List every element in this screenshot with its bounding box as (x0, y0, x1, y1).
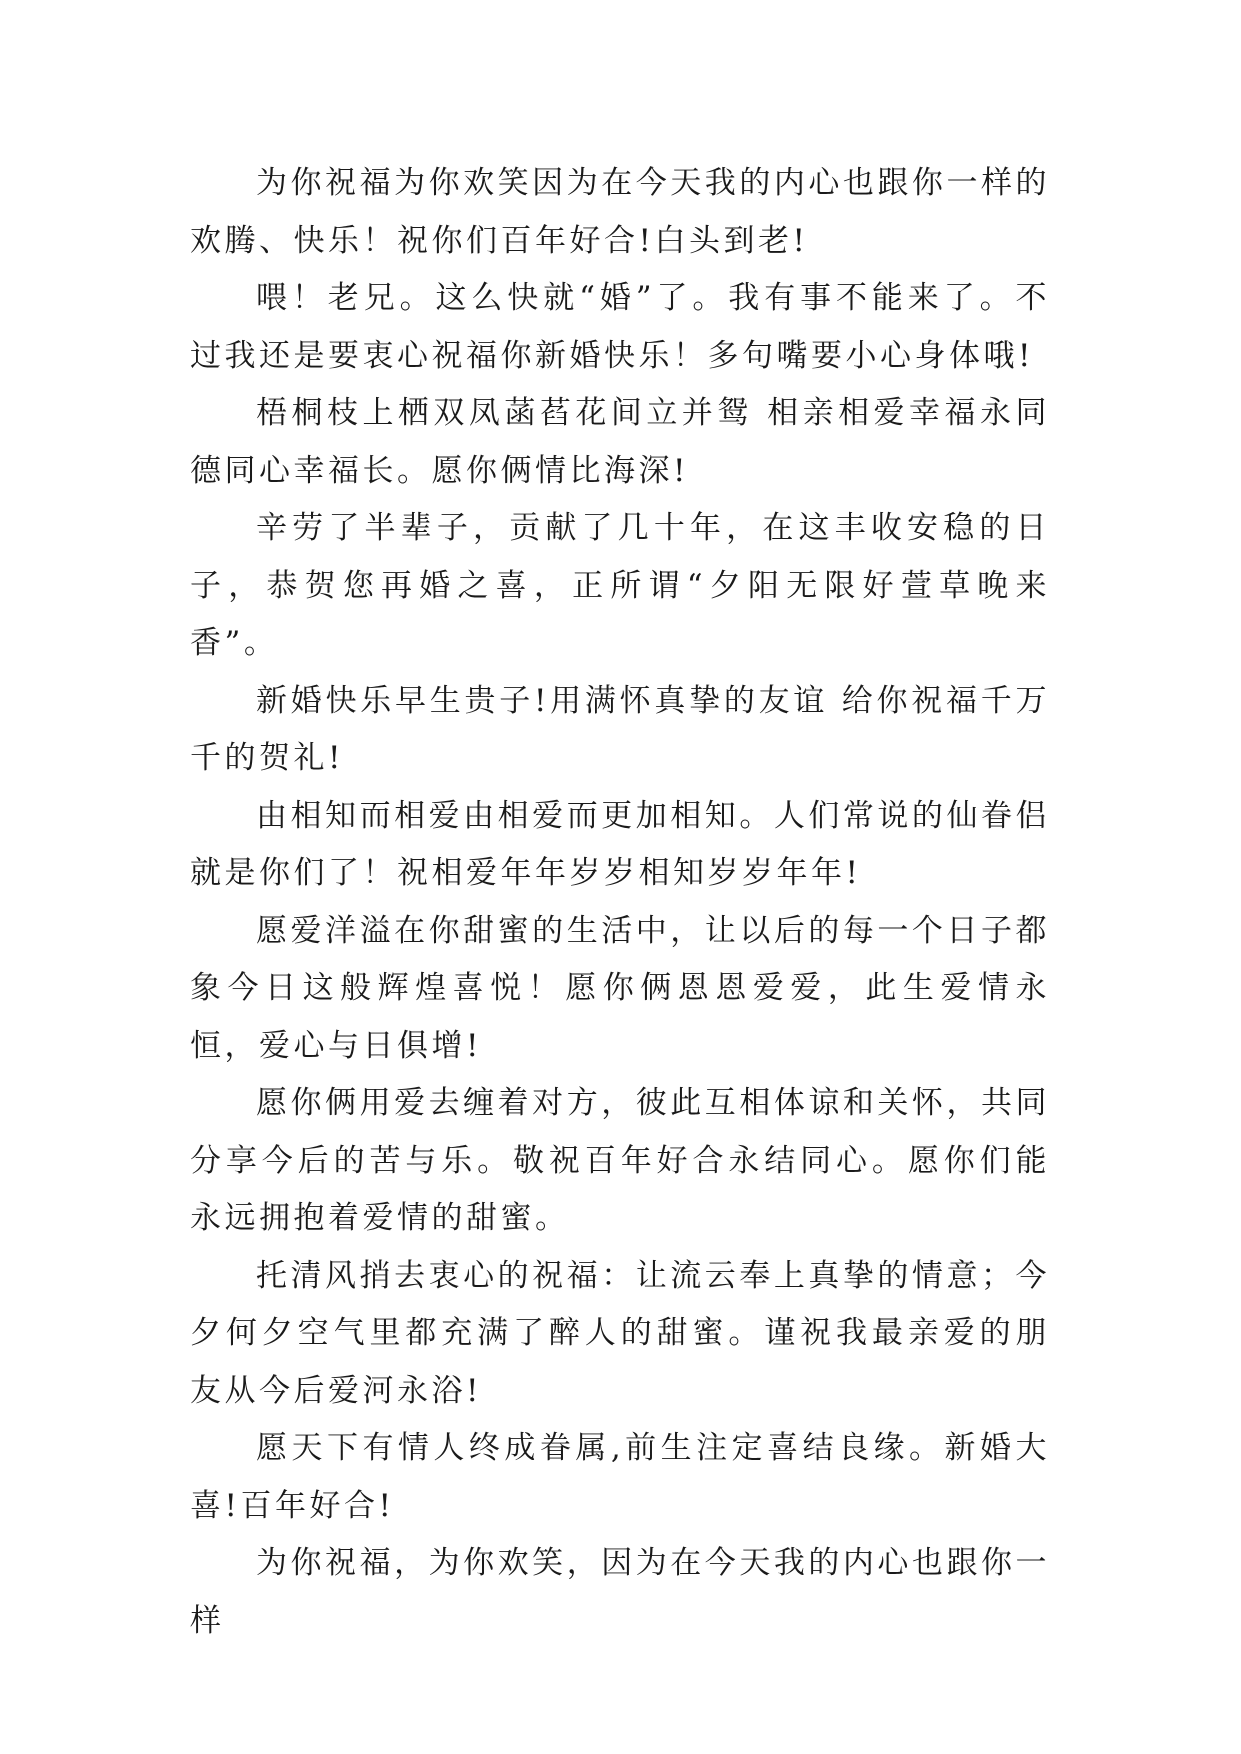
paragraph: 为你祝福，为你欢笑，因为在今天我的内心也跟你一样 (190, 1545, 1050, 1639)
paragraph: 新婚快乐早生贵子!用满怀真挚的友谊 给你祝福千万千的贺礼! (190, 682, 1050, 776)
paragraph: 愿天下有情人终成眷属,前生注定喜结良缘。新婚大喜!百年好合! (190, 1430, 1050, 1524)
paragraph: 由相知而相爱由相爱而更加相知。人们常说的仙眷侣就是你们了！祝相爱年年岁岁相知岁岁年年! (190, 797, 1050, 891)
paragraph: 愿你俩用爱去缠着对方，彼此互相体谅和关怀，共同分享今后的苦与乐。敬祝百年好合永结同心。愿你们能永远拥抱着爱情的甜蜜。 (190, 1085, 1050, 1236)
paragraph: 喂！老兄。这么快就“婚”了。我有事不能来了。不过我还是要衷心祝福你新婚快乐！多句嘴要小心身体哦! (190, 280, 1050, 374)
paragraph: 托清风捎去衷心的祝福：让流云奉上真挚的情意；今夕何夕空气里都充满了醉人的甜蜜。谨祝我最亲爱的朋友从今后爱河永浴! (190, 1257, 1050, 1409)
paragraph: 愿爱洋溢在你甜蜜的生活中，让以后的每一个日子都象今日这般辉煌喜悦！愿你俩恩恩爱爱，此生爱情永恒，爱心与日俱增! (190, 912, 1050, 1064)
paragraph: 辛劳了半辈子，贡献了几十年，在这丰收安稳的日子，恭贺您再婚之喜，正所谓“夕阳无限好萱草晚来香”。 (190, 510, 1050, 661)
document-body (190, 155, 1050, 1650)
paragraph: 梧桐枝上栖双凤菡萏花间立并鸳 相亲相爱幸福永同德同心幸福长。愿你俩情比海深! (190, 395, 1050, 489)
paragraph: 为你祝福为你欢笑因为在今天我的内心也跟你一样的欢腾、快乐！祝你们百年好合!白头到老! (190, 165, 1050, 259)
